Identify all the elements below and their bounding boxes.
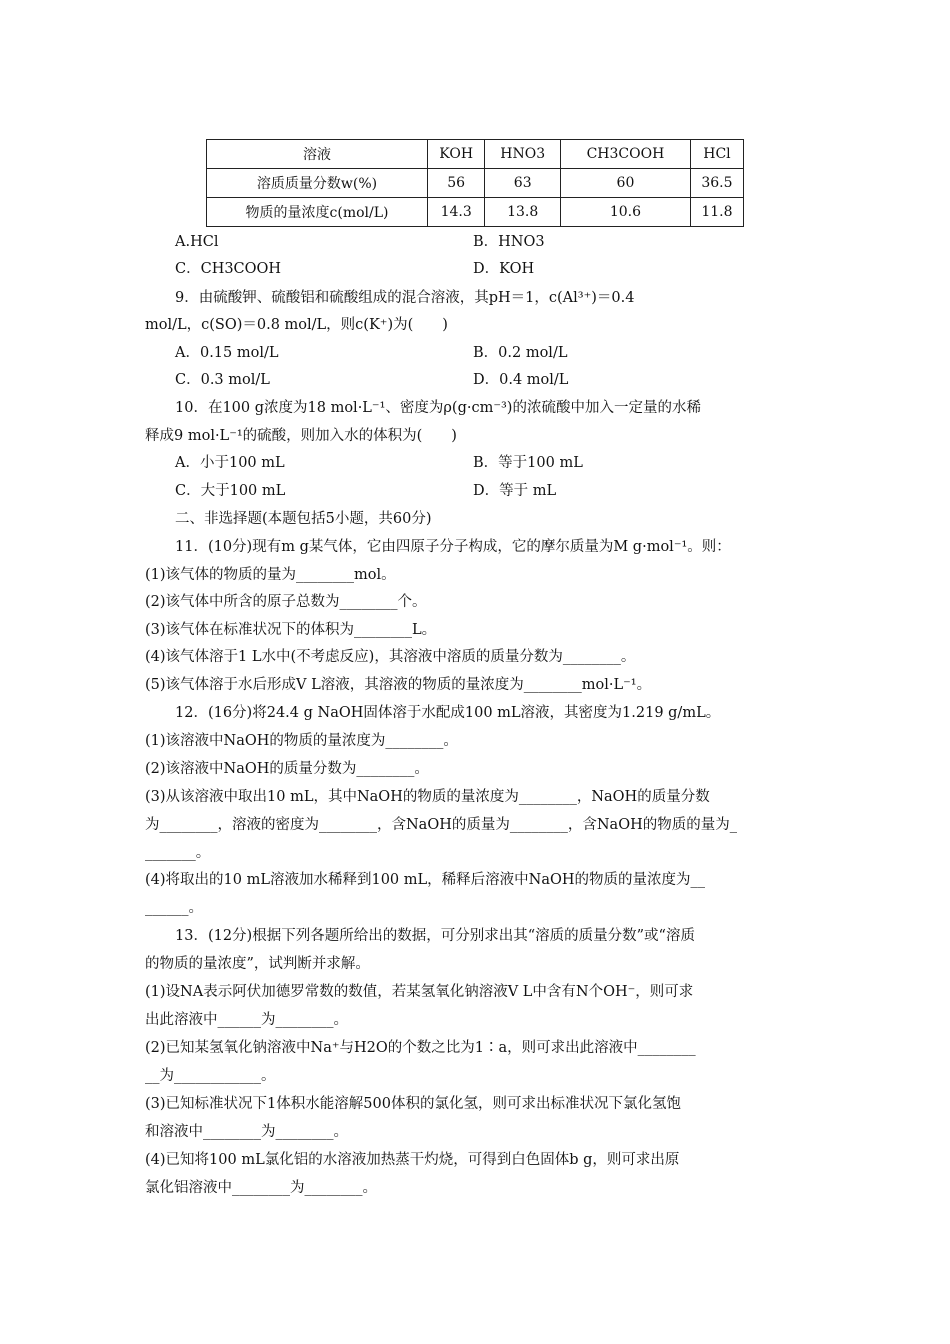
option-c: C．0.3 mol/L bbox=[175, 372, 270, 388]
question-part: ______。 bbox=[145, 900, 203, 916]
table-cell: 11.8 bbox=[690, 198, 743, 227]
question-part: (3)已知标准状况下1体积水能溶解500体积的氯化氢，则可求出标准状况下氯化氢饱 bbox=[145, 1096, 681, 1112]
question-part: (1)该溶液中NaOH的物质的量浓度为________。 bbox=[145, 733, 458, 749]
question-part: (1)设NA表示阿伏加德罗常数的数值，若某氢氧化钠溶液V L中含有N个OH⁻，则可求 bbox=[145, 984, 694, 1000]
section-heading: 二、非选择题(本题包括5小题，共60分) bbox=[175, 511, 432, 527]
question-part: 出此溶液中______为________。 bbox=[145, 1012, 348, 1028]
table-cell: 14.3 bbox=[428, 198, 485, 227]
table-header-row bbox=[207, 140, 744, 169]
question-stem: 13．(12分)根据下列各题所给出的数据，可分别求出其“溶质的质量分数”或“溶质 bbox=[175, 928, 695, 944]
table-cell: KOH bbox=[428, 140, 485, 169]
table-row bbox=[207, 198, 744, 227]
table-row bbox=[207, 169, 744, 198]
table-cell: 56 bbox=[428, 169, 485, 198]
question-part: __为____________。 bbox=[145, 1068, 276, 1084]
table-cell: 溶液 bbox=[207, 140, 428, 169]
table-cell: CH3COOH bbox=[561, 140, 691, 169]
question-part: (4)该气体溶于1 L水中(不考虑反应)，其溶液中溶质的质量分数为________。 bbox=[145, 649, 636, 665]
question-stem: 9．由硫酸钾、硫酸铝和硫酸组成的混合溶液，其pH＝1，c(Al³⁺)＝0.4 bbox=[175, 290, 635, 306]
question-part: (1)该气体的物质的量为________mol。 bbox=[145, 567, 396, 583]
option-a: A.HCl bbox=[175, 234, 219, 250]
question-stem: 的物质的量浓度”，试判断并求解。 bbox=[145, 956, 370, 972]
option-b: B．0.2 mol/L bbox=[473, 345, 568, 361]
question-part: (2)该溶液中NaOH的质量分数为________。 bbox=[145, 761, 429, 777]
question-stem: mol/L，c(SO)＝0.8 mol/L，则c(K⁺)为( ) bbox=[145, 317, 448, 333]
question-stem: 释成9 mol·L⁻¹的硫酸，则加入水的体积为( ) bbox=[145, 428, 457, 444]
option-c: C．CH3COOH bbox=[175, 261, 282, 277]
question-part: (3)从该溶液中取出10 mL，其中NaOH的物质的量浓度为________，NaOH的质量分数 bbox=[145, 789, 710, 805]
table-cell: 36.5 bbox=[690, 169, 743, 198]
table-cell: 10.6 bbox=[561, 198, 691, 227]
question-part: (4)已知将100 mL氯化铝的水溶液加热蒸干灼烧，可得到白色固体b g，则可求出原 bbox=[145, 1152, 680, 1168]
option-a: A．小于100 mL bbox=[175, 455, 285, 471]
question-part: _______。 bbox=[145, 845, 211, 861]
question-part: (2)该气体中所含的原子总数为________个。 bbox=[145, 594, 427, 610]
question-part: (2)已知某氢氧化钠溶液中Na⁺与H2O的个数之比为1∶a，则可求出此溶液中________ bbox=[145, 1040, 696, 1056]
question-part: (5)该气体溶于水后形成V L溶液，其溶液的物质的量浓度为________mol·L⁻¹。 bbox=[145, 677, 652, 693]
table-cell: HNO3 bbox=[485, 140, 561, 169]
table-cell: 溶质质量分数w(%) bbox=[207, 169, 428, 198]
option-a: A．0.15 mol/L bbox=[175, 345, 279, 361]
option-d: D．KOH bbox=[473, 261, 535, 277]
question-part: (4)将取出的10 mL溶液加水稀释到100 mL，稀释后溶液中NaOH的物质的量浓度为__ bbox=[145, 872, 706, 888]
option-b: B．等于100 mL bbox=[473, 455, 583, 471]
option-c: C．大于100 mL bbox=[175, 483, 286, 499]
question-stem: 12．(16分)将24.4 g NaOH固体溶于水配成100 mL溶液，其密度为1.219 g/mL。 bbox=[175, 705, 721, 721]
question-part: 和溶液中________为________。 bbox=[145, 1124, 348, 1140]
table-cell: 63 bbox=[485, 169, 561, 198]
option-b: B．HNO3 bbox=[473, 234, 545, 250]
data-table bbox=[206, 139, 744, 227]
table-cell: 60 bbox=[561, 169, 691, 198]
table-cell: HCl bbox=[690, 140, 743, 169]
question-part: 氯化铝溶液中________为________。 bbox=[145, 1180, 377, 1196]
option-d: D．0.4 mol/L bbox=[473, 372, 569, 388]
table-cell: 物质的量浓度c(mol/L) bbox=[207, 198, 428, 227]
question-stem: 11．(10分)现有m g某气体，它由四原子分子构成，它的摩尔质量为M g·mol⁻¹。则： bbox=[175, 539, 731, 555]
option-d: D．等于 mL bbox=[473, 483, 557, 499]
table-cell: 13.8 bbox=[485, 198, 561, 227]
question-part: (3)该气体在标准状况下的体积为________L。 bbox=[145, 622, 437, 638]
question-part: 为________，溶液的密度为________，含NaOH的质量为________，含NaOH的物质的量为_ bbox=[145, 817, 737, 833]
question-stem: 10．在100 g浓度为18 mol·L⁻¹、密度为ρ(g·cm⁻³)的浓硫酸中加入一定量的水稀 bbox=[175, 400, 701, 416]
